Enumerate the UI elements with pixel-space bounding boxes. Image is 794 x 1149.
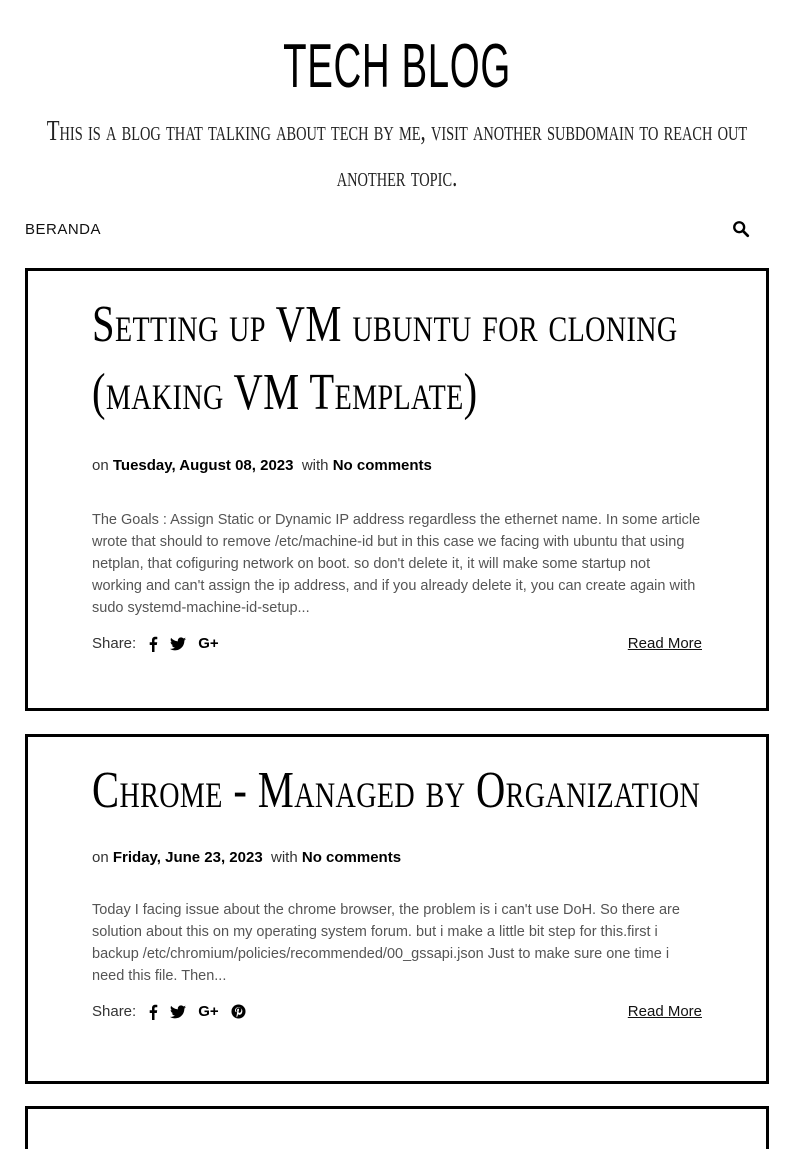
share-bar [92,635,219,652]
google-plus-icon[interactable]: G+ [198,635,219,652]
facebook-icon[interactable] [148,636,158,652]
search-icon[interactable] [732,220,750,238]
twitter-icon[interactable] [170,637,186,651]
share-label: Share: [92,635,137,652]
post-meta [92,457,702,474]
post-card [25,268,769,711]
share-bar [92,1003,246,1020]
facebook-icon[interactable] [148,1004,158,1020]
read-more-link[interactable]: Read More [627,1003,702,1020]
post-comments-link[interactable]: No comments [332,457,432,474]
site-header [0,0,794,200]
post-footer [92,635,702,652]
meta-on-label: on [92,457,109,474]
meta-on-label: on [92,849,109,866]
site-description: This is a blog that talking about tech by me, visit another subdomain to reach out another topic. [46,115,748,193]
read-more-link[interactable]: Read More [627,635,702,652]
post-card [25,1106,769,1149]
google-plus-icon[interactable]: G+ [198,1003,219,1020]
share-label: Share: [92,1003,137,1020]
meta-with-label: with [271,849,298,866]
pinterest-icon[interactable] [231,1004,246,1019]
post-comments-link[interactable]: No comments [301,849,402,866]
post-date[interactable]: Friday, June 23, 2023 [112,849,263,866]
nav-home-link[interactable]: BERANDA [25,220,102,238]
twitter-icon[interactable] [170,1005,186,1019]
site-title[interactable]: TECH BLOG [283,32,511,101]
post-date[interactable]: Tuesday, August 08, 2023 [112,457,294,474]
post-excerpt: Today I facing issue about the chrome browser, the problem is i can't use DoH. So there are solution about this on my operating system forum. but i make a little bit step for this.first i backup /etc/chromium/policies/recommended/00_gssapi.json Just to make sure one time i need this file. Then... [92,902,680,984]
meta-with-label: with [301,457,329,474]
post-card [25,734,769,1084]
post-excerpt: The Goals : Assign Static or Dynamic IP address regardless the ethernet name. In some article wrote that should to remove /etc/machine-id but in this case we facing with ubuntu that using netplan, that cofiguring network on boot. so don't delete it, it will make some startup not working and can't assign the ip address, and if you already delete it, you can create again with sudo systemd-machine-id-setup... [92,512,701,616]
post-footer [92,1003,702,1020]
post-meta [92,849,702,866]
main-nav [25,214,750,244]
post-title[interactable]: Chrome - Managed by Organization [92,762,701,819]
post-title[interactable]: Setting up VM ubuntu for cloning (making VM Template) [92,296,678,421]
